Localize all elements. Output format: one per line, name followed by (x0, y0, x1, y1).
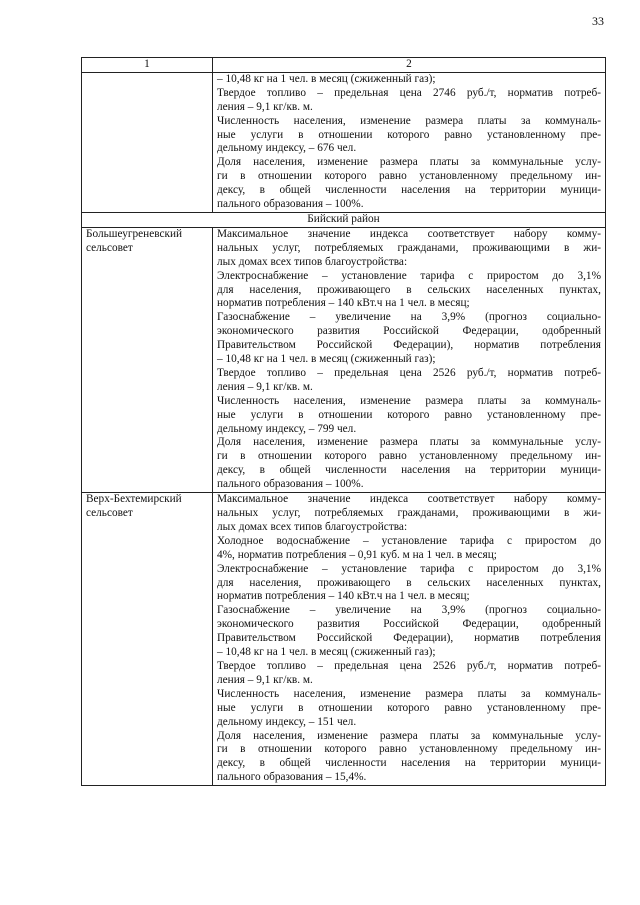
text-line: Доля населения, изменение размера платы за коммунальные услу- (217, 156, 601, 169)
text-line: Доля населения, изменение размера платы за коммунальные услу- (217, 729, 601, 742)
text-line: дельному индексу, – 676 чел. (217, 142, 357, 155)
text-line: ги в отношении которого равно установленному предельному ин- (217, 743, 601, 756)
text-line: экономического развития Российской Федерации, одобренный (217, 325, 601, 338)
text-line: дексу, в общей численности населения на территории муници- (217, 757, 601, 770)
text-line: Твердое топливо – предельная цена 2746 руб./т, норматив потреб- (217, 86, 601, 99)
settlement-name-line: сельсовет (86, 241, 133, 254)
text-line: ления – 9,1 кг/кв. м. (217, 673, 313, 686)
text-line: ные услуги в отношении которого равно установленному пре- (217, 701, 601, 714)
region-title: Бийский район (82, 212, 606, 227)
text-line: 4%, норматив потребления – 0,91 куб. м на 1 чел. в месяц; (217, 548, 497, 561)
text-line: ления – 9,1 кг/кв. м. (217, 380, 313, 393)
text-line: дексу, в общей численности населения на территории муници- (217, 184, 601, 197)
text-line: ные услуги в отношении которого равно установленному пре- (217, 128, 601, 141)
text-line: Максимальное значение индекса соответствует набору комму- (217, 493, 601, 506)
text-line: дельному индексу, – 151 чел. (217, 715, 357, 728)
region-row (82, 212, 606, 227)
text-line: дексу, в общей численности населения на территории муници- (217, 464, 601, 477)
text-line: норматив потребления – 140 кВт.ч на 1 чел. в месяц; (217, 297, 470, 310)
settlement-name-cell (82, 493, 213, 786)
text-line: Холодное водоснабжение – установление тарифа с приростом до (217, 534, 601, 547)
tariff-table (81, 57, 606, 786)
text-line: Максимальное значение индекса соответствует набору комму- (217, 227, 601, 240)
text-line: Численность населения, изменение размера платы за коммуналь- (217, 114, 601, 127)
settlement-name-line: сельсовет (86, 507, 133, 519)
text-line: – 10,48 кг на 1 чел. в месяц (сжиженный газ); (217, 72, 436, 85)
settlement-name-line: Верх-Бехтемирский (86, 493, 182, 506)
settlement-text-cell (213, 493, 606, 786)
table-row (82, 227, 606, 492)
text-line: Правительством Российской Федерации), норматив потребления (217, 632, 601, 645)
text-line: ги в отношении которого равно установленному предельному ин- (217, 450, 601, 463)
text-line: пального образования – 100%. (217, 478, 364, 491)
text-line: Газоснабжение – увеличение на 3,9% (прогноз социально- (217, 311, 601, 324)
text-line: Электроснабжение – установление тарифа с приростом до 3,1% (217, 562, 601, 575)
text-line: лых домах всех типов благоустройства: (217, 520, 408, 533)
continuation-row (82, 72, 606, 212)
table-header-row (82, 58, 606, 73)
header-col-2: 2 (213, 58, 606, 73)
text-line: для населения, проживающего в сельских населенных пунктах, (217, 576, 601, 589)
settlement-name-line: Большеугреневский (86, 227, 183, 240)
text-line: пального образования – 15,4%. (217, 771, 367, 784)
text-line: – 10,48 кг на 1 чел. в месяц (сжиженный газ); (217, 353, 436, 366)
text-line: Газоснабжение – увеличение на 3,9% (прогноз социально- (217, 604, 601, 617)
text-line: норматив потребления – 140 кВт.ч на 1 чел. в месяц; (217, 590, 470, 603)
text-line: нальных услуг, потребляемых гражданами, проживающими в жи- (217, 507, 601, 519)
text-line: Численность населения, изменение размера платы за коммуналь- (217, 687, 601, 700)
header-col-1: 1 (82, 58, 213, 73)
text-line: Правительством Российской Федерации), норматив потребления (217, 339, 601, 352)
text-line: Твердое топливо – предельная цена 2526 руб./т, норматив потреб- (217, 366, 601, 379)
continuation-name-cell (82, 72, 213, 212)
text-line: ги в отношении которого равно установленному предельному ин- (217, 170, 601, 183)
table-row (82, 493, 606, 786)
settlement-name-cell (82, 227, 213, 492)
text-line: – 10,48 кг на 1 чел. в месяц (сжиженный газ); (217, 646, 436, 659)
text-line: Электроснабжение – установление тарифа с приростом до 3,1% (217, 269, 601, 282)
text-line: Доля населения, изменение размера платы за коммунальные услу- (217, 436, 601, 449)
text-line: лых домах всех типов благоустройства: (217, 255, 408, 268)
text-line: пального образования – 100%. (217, 198, 364, 211)
text-line: экономического развития Российской Федерации, одобренный (217, 618, 601, 631)
text-line: дельному индексу, – 799 чел. (217, 422, 357, 435)
text-line: нальных услуг, потребляемых гражданами, проживающими в жи- (217, 241, 601, 254)
text-line: ления – 9,1 кг/кв. м. (217, 100, 313, 113)
continuation-text-cell (213, 72, 606, 212)
text-line: ные услуги в отношении которого равно установленному пре- (217, 408, 601, 421)
page-number: 33 (592, 14, 604, 28)
settlement-text-cell (213, 227, 606, 492)
text-line: Твердое топливо – предельная цена 2526 руб./т, норматив потреб- (217, 659, 601, 672)
text-line: для населения, проживающего в сельских населенных пунктах, (217, 283, 601, 296)
text-line: Численность населения, изменение размера платы за коммуналь- (217, 394, 601, 407)
